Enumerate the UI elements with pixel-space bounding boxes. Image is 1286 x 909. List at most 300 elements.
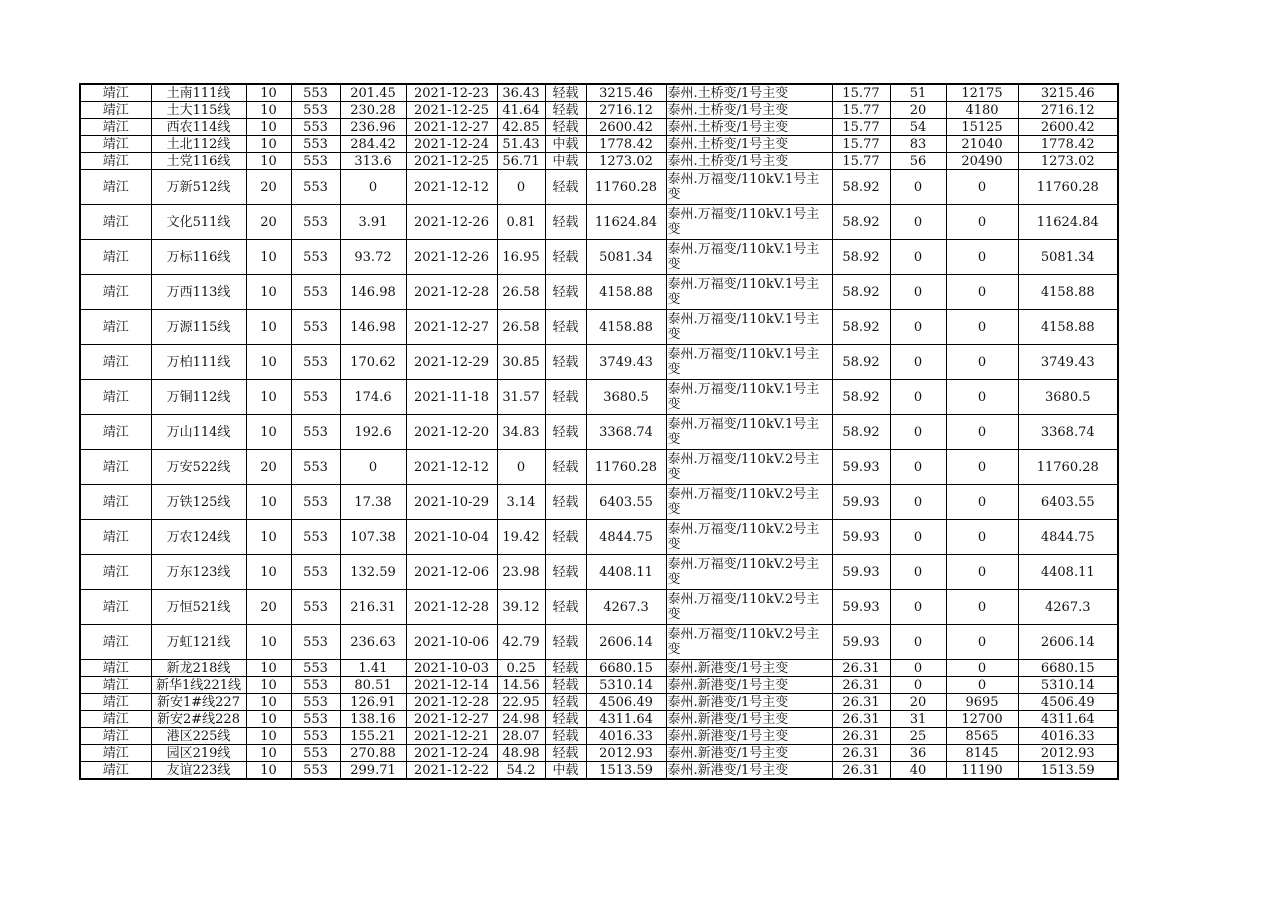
cell-voltage-level: 10: [246, 84, 291, 102]
cell-voltage-level: 20: [246, 170, 291, 205]
cell-voltage-level: 20: [246, 205, 291, 240]
cell-voltage-level: 10: [246, 660, 291, 677]
cell-rated-value: 553: [291, 694, 340, 711]
cell-col-14: 1513.59: [1018, 762, 1118, 780]
cell-rated-value: 553: [291, 415, 340, 450]
cell-voltage-level: 10: [246, 345, 291, 380]
cell-county: 靖江: [80, 485, 151, 520]
cell-load-status: 轻载: [545, 415, 586, 450]
cell-county: 靖江: [80, 119, 151, 136]
cell-load-rate: 19.42: [497, 520, 545, 555]
table-row: [80, 711, 1118, 728]
cell-voltage-level: 10: [246, 275, 291, 310]
cell-transformer-load-rate: 58.92: [832, 415, 890, 450]
cell-load-status: 轻载: [545, 170, 586, 205]
cell-load-rate: 28.07: [497, 728, 545, 745]
cell-voltage-level: 10: [246, 310, 291, 345]
cell-transformer: 泰州.万福变/110kV.2号主变: [666, 590, 832, 625]
cell-rated-value: 553: [291, 310, 340, 345]
cell-county: 靖江: [80, 677, 151, 694]
cell-feeder-name: 万农124线: [151, 520, 246, 555]
cell-feeder-name: 土北112线: [151, 136, 246, 153]
cell-load-rate: 22.95: [497, 694, 545, 711]
table-row: [80, 275, 1118, 310]
cell-county: 靖江: [80, 728, 151, 745]
cell-col-12: 0: [890, 170, 946, 205]
cell-col-14: 4311.64: [1018, 711, 1118, 728]
cell-transformer: 泰州.新港变/1号主变: [666, 728, 832, 745]
cell-date: 2021-10-03: [406, 660, 497, 677]
cell-transformer-load-rate: 26.31: [832, 745, 890, 762]
table-row: [80, 380, 1118, 415]
cell-col-12: 0: [890, 450, 946, 485]
cell-rated-value: 553: [291, 153, 340, 170]
cell-load-rate: 30.85: [497, 345, 545, 380]
cell-col-14: 4016.33: [1018, 728, 1118, 745]
cell-col-12: 0: [890, 345, 946, 380]
cell-load-value: 17.38: [340, 485, 406, 520]
cell-feeder-name: 万铜112线: [151, 380, 246, 415]
cell-col-14: 2606.14: [1018, 625, 1118, 660]
cell-load-status: 轻载: [545, 520, 586, 555]
cell-rated-value: 553: [291, 590, 340, 625]
cell-col-14: 3215.46: [1018, 84, 1118, 102]
cell-col-13: 0: [946, 380, 1018, 415]
cell-spare-capacity: 1778.42: [586, 136, 666, 153]
cell-col-14: 4408.11: [1018, 555, 1118, 590]
cell-col-14: 2012.93: [1018, 745, 1118, 762]
cell-feeder-name: 万虹121线: [151, 625, 246, 660]
cell-load-value: 3.91: [340, 205, 406, 240]
cell-load-value: 236.63: [340, 625, 406, 660]
cell-col-12: 54: [890, 119, 946, 136]
cell-transformer: 泰州.万福变/110kV.1号主变: [666, 310, 832, 345]
cell-rated-value: 553: [291, 240, 340, 275]
cell-load-value: 313.6: [340, 153, 406, 170]
cell-col-14: 4506.49: [1018, 694, 1118, 711]
cell-load-rate: 23.98: [497, 555, 545, 590]
cell-date: 2021-12-27: [406, 711, 497, 728]
cell-transformer-load-rate: 15.77: [832, 84, 890, 102]
cell-col-12: 0: [890, 275, 946, 310]
cell-transformer: 泰州.万福变/110kV.1号主变: [666, 275, 832, 310]
table-row: [80, 240, 1118, 275]
cell-date: 2021-12-22: [406, 762, 497, 780]
cell-transformer-load-rate: 26.31: [832, 660, 890, 677]
table-row: [80, 660, 1118, 677]
cell-rated-value: 553: [291, 275, 340, 310]
cell-load-value: 270.88: [340, 745, 406, 762]
cell-transformer: 泰州.万福变/110kV.1号主变: [666, 415, 832, 450]
cell-col-13: 0: [946, 555, 1018, 590]
cell-transformer: 泰州.万福变/110kV.2号主变: [666, 625, 832, 660]
cell-col-14: 4267.3: [1018, 590, 1118, 625]
cell-col-14: 3749.43: [1018, 345, 1118, 380]
cell-transformer-load-rate: 26.31: [832, 711, 890, 728]
cell-feeder-name: 万东123线: [151, 555, 246, 590]
cell-rated-value: 553: [291, 762, 340, 780]
table-row: [80, 136, 1118, 153]
cell-load-status: 轻载: [545, 84, 586, 102]
cell-load-rate: 26.58: [497, 275, 545, 310]
cell-col-12: 0: [890, 240, 946, 275]
cell-feeder-name: 港区225线: [151, 728, 246, 745]
cell-spare-capacity: 2716.12: [586, 102, 666, 119]
cell-col-14: 11624.84: [1018, 205, 1118, 240]
cell-feeder-name: 万柏111线: [151, 345, 246, 380]
cell-date: 2021-12-27: [406, 310, 497, 345]
cell-date: 2021-12-29: [406, 345, 497, 380]
table-row: [80, 728, 1118, 745]
table-row: [80, 170, 1118, 205]
cell-voltage-level: 10: [246, 119, 291, 136]
cell-load-status: 中载: [545, 136, 586, 153]
cell-transformer: 泰州.万福变/110kV.1号主变: [666, 380, 832, 415]
cell-rated-value: 553: [291, 345, 340, 380]
cell-load-status: 轻载: [545, 677, 586, 694]
cell-county: 靖江: [80, 170, 151, 205]
cell-feeder-name: 万新512线: [151, 170, 246, 205]
cell-col-12: 0: [890, 520, 946, 555]
cell-load-status: 轻载: [545, 102, 586, 119]
cell-load-value: 1.41: [340, 660, 406, 677]
cell-voltage-level: 20: [246, 450, 291, 485]
table-row: [80, 153, 1118, 170]
cell-feeder-name: 万源115线: [151, 310, 246, 345]
cell-col-13: 8565: [946, 728, 1018, 745]
cell-county: 靖江: [80, 745, 151, 762]
cell-col-13: 8145: [946, 745, 1018, 762]
table-row: [80, 625, 1118, 660]
cell-col-12: 56: [890, 153, 946, 170]
cell-load-status: 轻载: [545, 345, 586, 380]
cell-transformer: 泰州.万福变/110kV.2号主变: [666, 485, 832, 520]
cell-transformer: 泰州.土桥变/1号主变: [666, 102, 832, 119]
cell-col-13: 0: [946, 205, 1018, 240]
cell-county: 靖江: [80, 415, 151, 450]
cell-county: 靖江: [80, 153, 151, 170]
cell-col-14: 5081.34: [1018, 240, 1118, 275]
cell-load-status: 轻载: [545, 728, 586, 745]
cell-date: 2021-12-12: [406, 450, 497, 485]
cell-county: 靖江: [80, 450, 151, 485]
cell-load-value: 107.38: [340, 520, 406, 555]
table-row: [80, 119, 1118, 136]
cell-col-12: 0: [890, 660, 946, 677]
cell-transformer-load-rate: 15.77: [832, 102, 890, 119]
cell-feeder-name: 新安2#线228: [151, 711, 246, 728]
cell-county: 靖江: [80, 310, 151, 345]
cell-spare-capacity: 3680.5: [586, 380, 666, 415]
cell-transformer: 泰州.土桥变/1号主变: [666, 136, 832, 153]
cell-load-rate: 3.14: [497, 485, 545, 520]
cell-feeder-name: 万安522线: [151, 450, 246, 485]
feeder-load-table: [79, 83, 1119, 780]
cell-col-13: 4180: [946, 102, 1018, 119]
cell-load-value: 138.16: [340, 711, 406, 728]
cell-load-rate: 16.95: [497, 240, 545, 275]
cell-county: 靖江: [80, 694, 151, 711]
cell-transformer-load-rate: 59.93: [832, 520, 890, 555]
table-row: [80, 84, 1118, 102]
cell-date: 2021-12-24: [406, 745, 497, 762]
cell-load-rate: 56.71: [497, 153, 545, 170]
cell-col-13: 12175: [946, 84, 1018, 102]
cell-col-12: 40: [890, 762, 946, 780]
cell-voltage-level: 10: [246, 625, 291, 660]
cell-load-status: 轻载: [545, 450, 586, 485]
cell-date: 2021-12-28: [406, 590, 497, 625]
cell-county: 靖江: [80, 240, 151, 275]
cell-date: 2021-12-25: [406, 102, 497, 119]
cell-load-value: 170.62: [340, 345, 406, 380]
cell-date: 2021-12-28: [406, 275, 497, 310]
cell-transformer-load-rate: 58.92: [832, 205, 890, 240]
cell-load-rate: 41.64: [497, 102, 545, 119]
cell-load-rate: 0.25: [497, 660, 545, 677]
cell-voltage-level: 10: [246, 102, 291, 119]
table-row: [80, 555, 1118, 590]
cell-load-value: 236.96: [340, 119, 406, 136]
cell-voltage-level: 10: [246, 677, 291, 694]
cell-transformer: 泰州.万福变/110kV.1号主变: [666, 240, 832, 275]
cell-col-12: 0: [890, 555, 946, 590]
cell-voltage-level: 10: [246, 728, 291, 745]
cell-rated-value: 553: [291, 625, 340, 660]
cell-voltage-level: 10: [246, 380, 291, 415]
cell-transformer-load-rate: 58.92: [832, 380, 890, 415]
cell-col-13: 0: [946, 240, 1018, 275]
cell-col-14: 6403.55: [1018, 485, 1118, 520]
cell-date: 2021-12-25: [406, 153, 497, 170]
cell-spare-capacity: 2012.93: [586, 745, 666, 762]
cell-date: 2021-12-26: [406, 240, 497, 275]
cell-transformer-load-rate: 59.93: [832, 590, 890, 625]
cell-voltage-level: 20: [246, 590, 291, 625]
cell-spare-capacity: 2600.42: [586, 119, 666, 136]
cell-county: 靖江: [80, 275, 151, 310]
cell-col-12: 0: [890, 485, 946, 520]
cell-transformer-load-rate: 58.92: [832, 310, 890, 345]
cell-spare-capacity: 3215.46: [586, 84, 666, 102]
cell-county: 靖江: [80, 380, 151, 415]
cell-county: 靖江: [80, 520, 151, 555]
cell-transformer: 泰州.万福变/110kV.2号主变: [666, 450, 832, 485]
cell-rated-value: 553: [291, 745, 340, 762]
cell-load-rate: 51.43: [497, 136, 545, 153]
cell-transformer-load-rate: 26.31: [832, 728, 890, 745]
table-row: [80, 102, 1118, 119]
cell-rated-value: 553: [291, 84, 340, 102]
cell-voltage-level: 10: [246, 520, 291, 555]
cell-date: 2021-12-20: [406, 415, 497, 450]
cell-date: 2021-12-27: [406, 119, 497, 136]
cell-load-status: 轻载: [545, 310, 586, 345]
cell-feeder-name: 土南111线: [151, 84, 246, 102]
table-row: [80, 450, 1118, 485]
cell-col-14: 1273.02: [1018, 153, 1118, 170]
cell-rated-value: 553: [291, 136, 340, 153]
cell-date: 2021-12-28: [406, 694, 497, 711]
cell-feeder-name: 新华1线221线: [151, 677, 246, 694]
cell-col-14: 5310.14: [1018, 677, 1118, 694]
cell-rated-value: 553: [291, 102, 340, 119]
cell-transformer-load-rate: 59.93: [832, 485, 890, 520]
cell-feeder-name: 园区219线: [151, 745, 246, 762]
cell-county: 靖江: [80, 345, 151, 380]
cell-load-rate: 26.58: [497, 310, 545, 345]
cell-load-rate: 48.98: [497, 745, 545, 762]
cell-load-value: 174.6: [340, 380, 406, 415]
table-row: [80, 677, 1118, 694]
cell-spare-capacity: 1273.02: [586, 153, 666, 170]
cell-load-value: 201.45: [340, 84, 406, 102]
cell-spare-capacity: 3749.43: [586, 345, 666, 380]
cell-transformer: 泰州.土桥变/1号主变: [666, 153, 832, 170]
cell-transformer-load-rate: 26.31: [832, 694, 890, 711]
cell-transformer-load-rate: 15.77: [832, 136, 890, 153]
cell-transformer-load-rate: 58.92: [832, 345, 890, 380]
cell-voltage-level: 10: [246, 153, 291, 170]
cell-rated-value: 553: [291, 380, 340, 415]
cell-spare-capacity: 5081.34: [586, 240, 666, 275]
cell-col-13: 9695: [946, 694, 1018, 711]
cell-load-status: 轻载: [545, 590, 586, 625]
cell-spare-capacity: 4311.64: [586, 711, 666, 728]
cell-feeder-name: 万标116线: [151, 240, 246, 275]
cell-transformer: 泰州.新港变/1号主变: [666, 694, 832, 711]
cell-voltage-level: 10: [246, 240, 291, 275]
cell-col-14: 3680.5: [1018, 380, 1118, 415]
cell-col-13: 20490: [946, 153, 1018, 170]
cell-spare-capacity: 4408.11: [586, 555, 666, 590]
cell-transformer: 泰州.万福变/110kV.2号主变: [666, 555, 832, 590]
cell-load-value: 146.98: [340, 275, 406, 310]
cell-load-rate: 42.85: [497, 119, 545, 136]
cell-transformer: 泰州.土桥变/1号主变: [666, 119, 832, 136]
cell-load-value: 126.91: [340, 694, 406, 711]
cell-rated-value: 553: [291, 728, 340, 745]
cell-transformer: 泰州.新港变/1号主变: [666, 660, 832, 677]
cell-load-value: 132.59: [340, 555, 406, 590]
cell-spare-capacity: 1513.59: [586, 762, 666, 780]
cell-col-13: 0: [946, 485, 1018, 520]
cell-load-status: 轻载: [545, 660, 586, 677]
cell-load-value: 192.6: [340, 415, 406, 450]
cell-date: 2021-12-24: [406, 136, 497, 153]
cell-col-13: 0: [946, 345, 1018, 380]
cell-load-rate: 36.43: [497, 84, 545, 102]
cell-load-status: 轻载: [545, 240, 586, 275]
cell-feeder-name: 新龙218线: [151, 660, 246, 677]
cell-load-rate: 14.56: [497, 677, 545, 694]
cell-date: 2021-12-12: [406, 170, 497, 205]
cell-load-status: 轻载: [545, 694, 586, 711]
cell-county: 靖江: [80, 762, 151, 780]
cell-transformer-load-rate: 26.31: [832, 762, 890, 780]
cell-feeder-name: 新安1#线227: [151, 694, 246, 711]
cell-transformer-load-rate: 58.92: [832, 275, 890, 310]
cell-col-13: 0: [946, 590, 1018, 625]
table-body: [80, 84, 1118, 779]
cell-load-status: 轻载: [545, 745, 586, 762]
cell-load-status: 轻载: [545, 625, 586, 660]
cell-transformer-load-rate: 58.92: [832, 240, 890, 275]
cell-spare-capacity: 4844.75: [586, 520, 666, 555]
cell-county: 靖江: [80, 102, 151, 119]
cell-rated-value: 553: [291, 485, 340, 520]
cell-col-12: 31: [890, 711, 946, 728]
table-row: [80, 205, 1118, 240]
cell-transformer: 泰州.万福变/110kV.1号主变: [666, 345, 832, 380]
cell-load-status: 中载: [545, 153, 586, 170]
cell-county: 靖江: [80, 711, 151, 728]
cell-date: 2021-10-04: [406, 520, 497, 555]
cell-col-12: 0: [890, 310, 946, 345]
cell-county: 靖江: [80, 205, 151, 240]
cell-col-12: 0: [890, 677, 946, 694]
cell-transformer-load-rate: 26.31: [832, 677, 890, 694]
cell-feeder-name: 万西113线: [151, 275, 246, 310]
cell-col-12: 83: [890, 136, 946, 153]
cell-rated-value: 553: [291, 677, 340, 694]
cell-col-13: 0: [946, 415, 1018, 450]
cell-transformer: 泰州.万福变/110kV.1号主变: [666, 205, 832, 240]
cell-load-rate: 0: [497, 450, 545, 485]
cell-col-12: 20: [890, 102, 946, 119]
cell-load-value: 0: [340, 170, 406, 205]
cell-col-13: 0: [946, 625, 1018, 660]
cell-date: 2021-12-21: [406, 728, 497, 745]
cell-spare-capacity: 11760.28: [586, 450, 666, 485]
cell-col-14: 2716.12: [1018, 102, 1118, 119]
cell-voltage-level: 10: [246, 762, 291, 780]
cell-rated-value: 553: [291, 119, 340, 136]
cell-col-12: 0: [890, 625, 946, 660]
cell-date: 2021-11-18: [406, 380, 497, 415]
cell-load-rate: 24.98: [497, 711, 545, 728]
cell-county: 靖江: [80, 555, 151, 590]
cell-spare-capacity: 4506.49: [586, 694, 666, 711]
cell-col-13: 12700: [946, 711, 1018, 728]
cell-col-12: 36: [890, 745, 946, 762]
cell-rated-value: 553: [291, 555, 340, 590]
cell-col-14: 4844.75: [1018, 520, 1118, 555]
cell-col-14: 6680.15: [1018, 660, 1118, 677]
cell-load-status: 轻载: [545, 119, 586, 136]
cell-spare-capacity: 4158.88: [586, 275, 666, 310]
cell-load-status: 轻载: [545, 485, 586, 520]
cell-load-rate: 0.81: [497, 205, 545, 240]
cell-county: 靖江: [80, 590, 151, 625]
cell-transformer-load-rate: 15.77: [832, 153, 890, 170]
cell-col-13: 21040: [946, 136, 1018, 153]
cell-col-13: 15125: [946, 119, 1018, 136]
cell-spare-capacity: 6680.15: [586, 660, 666, 677]
cell-date: 2021-12-26: [406, 205, 497, 240]
cell-feeder-name: 万铁125线: [151, 485, 246, 520]
cell-rated-value: 553: [291, 205, 340, 240]
cell-voltage-level: 10: [246, 555, 291, 590]
cell-spare-capacity: 11624.84: [586, 205, 666, 240]
cell-col-12: 0: [890, 590, 946, 625]
table-row: [80, 745, 1118, 762]
cell-col-14: 1778.42: [1018, 136, 1118, 153]
cell-date: 2021-12-06: [406, 555, 497, 590]
cell-spare-capacity: 4267.3: [586, 590, 666, 625]
cell-col-12: 20: [890, 694, 946, 711]
cell-load-value: 216.31: [340, 590, 406, 625]
